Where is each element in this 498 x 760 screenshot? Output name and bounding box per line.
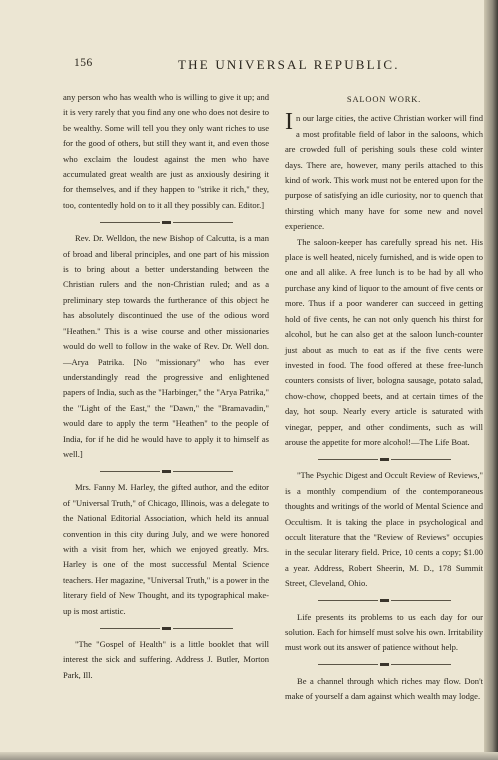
page-header bbox=[68, 57, 472, 77]
section-title-saloon-work: SALOON WORK. bbox=[346, 94, 422, 104]
section-divider bbox=[285, 656, 483, 674]
paragraph-gospel-of-health: "The "Gospel of Health" is a little booklet that will interest the sick and suffering. Address J. Butler, Morton Park, Ill. bbox=[63, 639, 269, 680]
right-column bbox=[285, 90, 483, 705]
paragraph-saloon-keeper: The saloon-keeper has carefully spread his net. His place is well heated, nicely furnished, and is wide open to one and all alike. A free lunch is to be had by all who purchase any kind of liquor to the amount of five cents or more. Thus if a poor wanderer can succeed in getting hold of five cents, he can not only quench his thirst for alcohol, but he can also get at the saloon lunch-counter just about as much to eat as if the five cents were invested in food. The food offered at these free-lunch counters consists of liver, bologna sausage, potato salad, chow-chow, chopped beets, and at certain times of the day, hot soup. Nearly every article is saturated with vinegar, pepper, and other condiments, such as will arouse the appetite for more alcohol!—The Life Boat. bbox=[285, 236, 483, 447]
paragraph-saloon-intro: In our large cities, the active Christian worker will find a most profitable field of labor in the saloons, which are crowded full of perishing souls these cold winter days. There are, however, many perils attached to this kind of work. This work must not be entered upon for the purpose of satisfying an idle curiosity, nor to quench that thirsting which many have for some new and novel experience. bbox=[285, 109, 483, 232]
section-divider bbox=[63, 462, 269, 480]
paragraph-life-problems: Life presents its problems to us each day for our solution. Each for himself must solve his own. Irritability must work out its answer of patience without help. bbox=[285, 611, 483, 653]
left-column bbox=[63, 90, 269, 683]
section-divider bbox=[285, 592, 483, 610]
page-binding-shadow bbox=[484, 0, 498, 760]
paragraph-channel-riches: Be a channel through which riches may flow. Don't make of yourself a dam against which wealth may lodge. bbox=[285, 675, 483, 702]
paragraph-psychic-digest: "The Psychic Digest and Occult Review of Reviews," is a monthly compendium of the contemporaneous thoughts and writings of the world of Mental Science and Occultism. It is taking the place in psychological and occult literature that the "Review of Reviews" occupies in the secular literary field. Price, 10 cents a copy; $1.00 a year. Address, Robert Sheerin, M. D., 178 Summit Street, Cleveland, Ohio. bbox=[285, 470, 483, 589]
paragraph-wealth-continued: any person who has wealth who is willing to give it up; and it is very rarely that you find any one who does not desire to be wealthy. Some will tell you they only want riches to use for the good of others, but still they want it, and even those who exclaim the loudest against the men who have accumulated great wealth are just as anxiously desiring it for themselves, and if they happen to "strike it rich," they, too, contentedly hold on to it all they possibly can. Editor.] bbox=[63, 92, 269, 210]
section-divider bbox=[63, 619, 269, 637]
paragraph-fanny-harley: Mrs. Fanny M. Harley, the gifted author, and the editor of "Universal Truth," of Chicago, Illinois, was a delegate to the National Editorial Association, which held its annual convention in this city during July, and we were honored with a visit from her, which we enjoyed greatly. Mrs. Harley is one of the most successful Mental Science teachers. Her magazine, "Universal Truth," is a power in the literary field of New Thought, and its typographical make-up is most artistic. bbox=[63, 482, 269, 616]
running-title: THE UNIVERSAL REPUBLIC. bbox=[178, 57, 400, 72]
section-divider bbox=[63, 213, 269, 231]
section-divider bbox=[285, 450, 483, 468]
page-number: 156 bbox=[74, 57, 93, 69]
page-bottom-edge bbox=[0, 752, 498, 760]
paragraph-bishop-welldon: Rev. Dr. Welldon, the new Bishop of Calcutta, is a man of broad and liberal principles, and one part of his mission is to bring about a better understanding between the Christian rulers and the non-Christian ruled; and as a preliminary step towards the furtherance of this object he has absolutely discontinued the use of the odious word "Heathen." This is a wise course and other missionaries would do well to follow in the wake of Rev. Dr. Well don.—Arya Patrika. [No "missionary" who has ever understandingly read the progressive and enlightened papers of India, such as the "Harbinger," the "Arya Patrika," the "Light of the East," the "Dawn," the "Bramavadin," would dare to apply the term "Heathen" to the people of India, for if he did he would have to apply it to himself as well.] bbox=[63, 233, 269, 459]
